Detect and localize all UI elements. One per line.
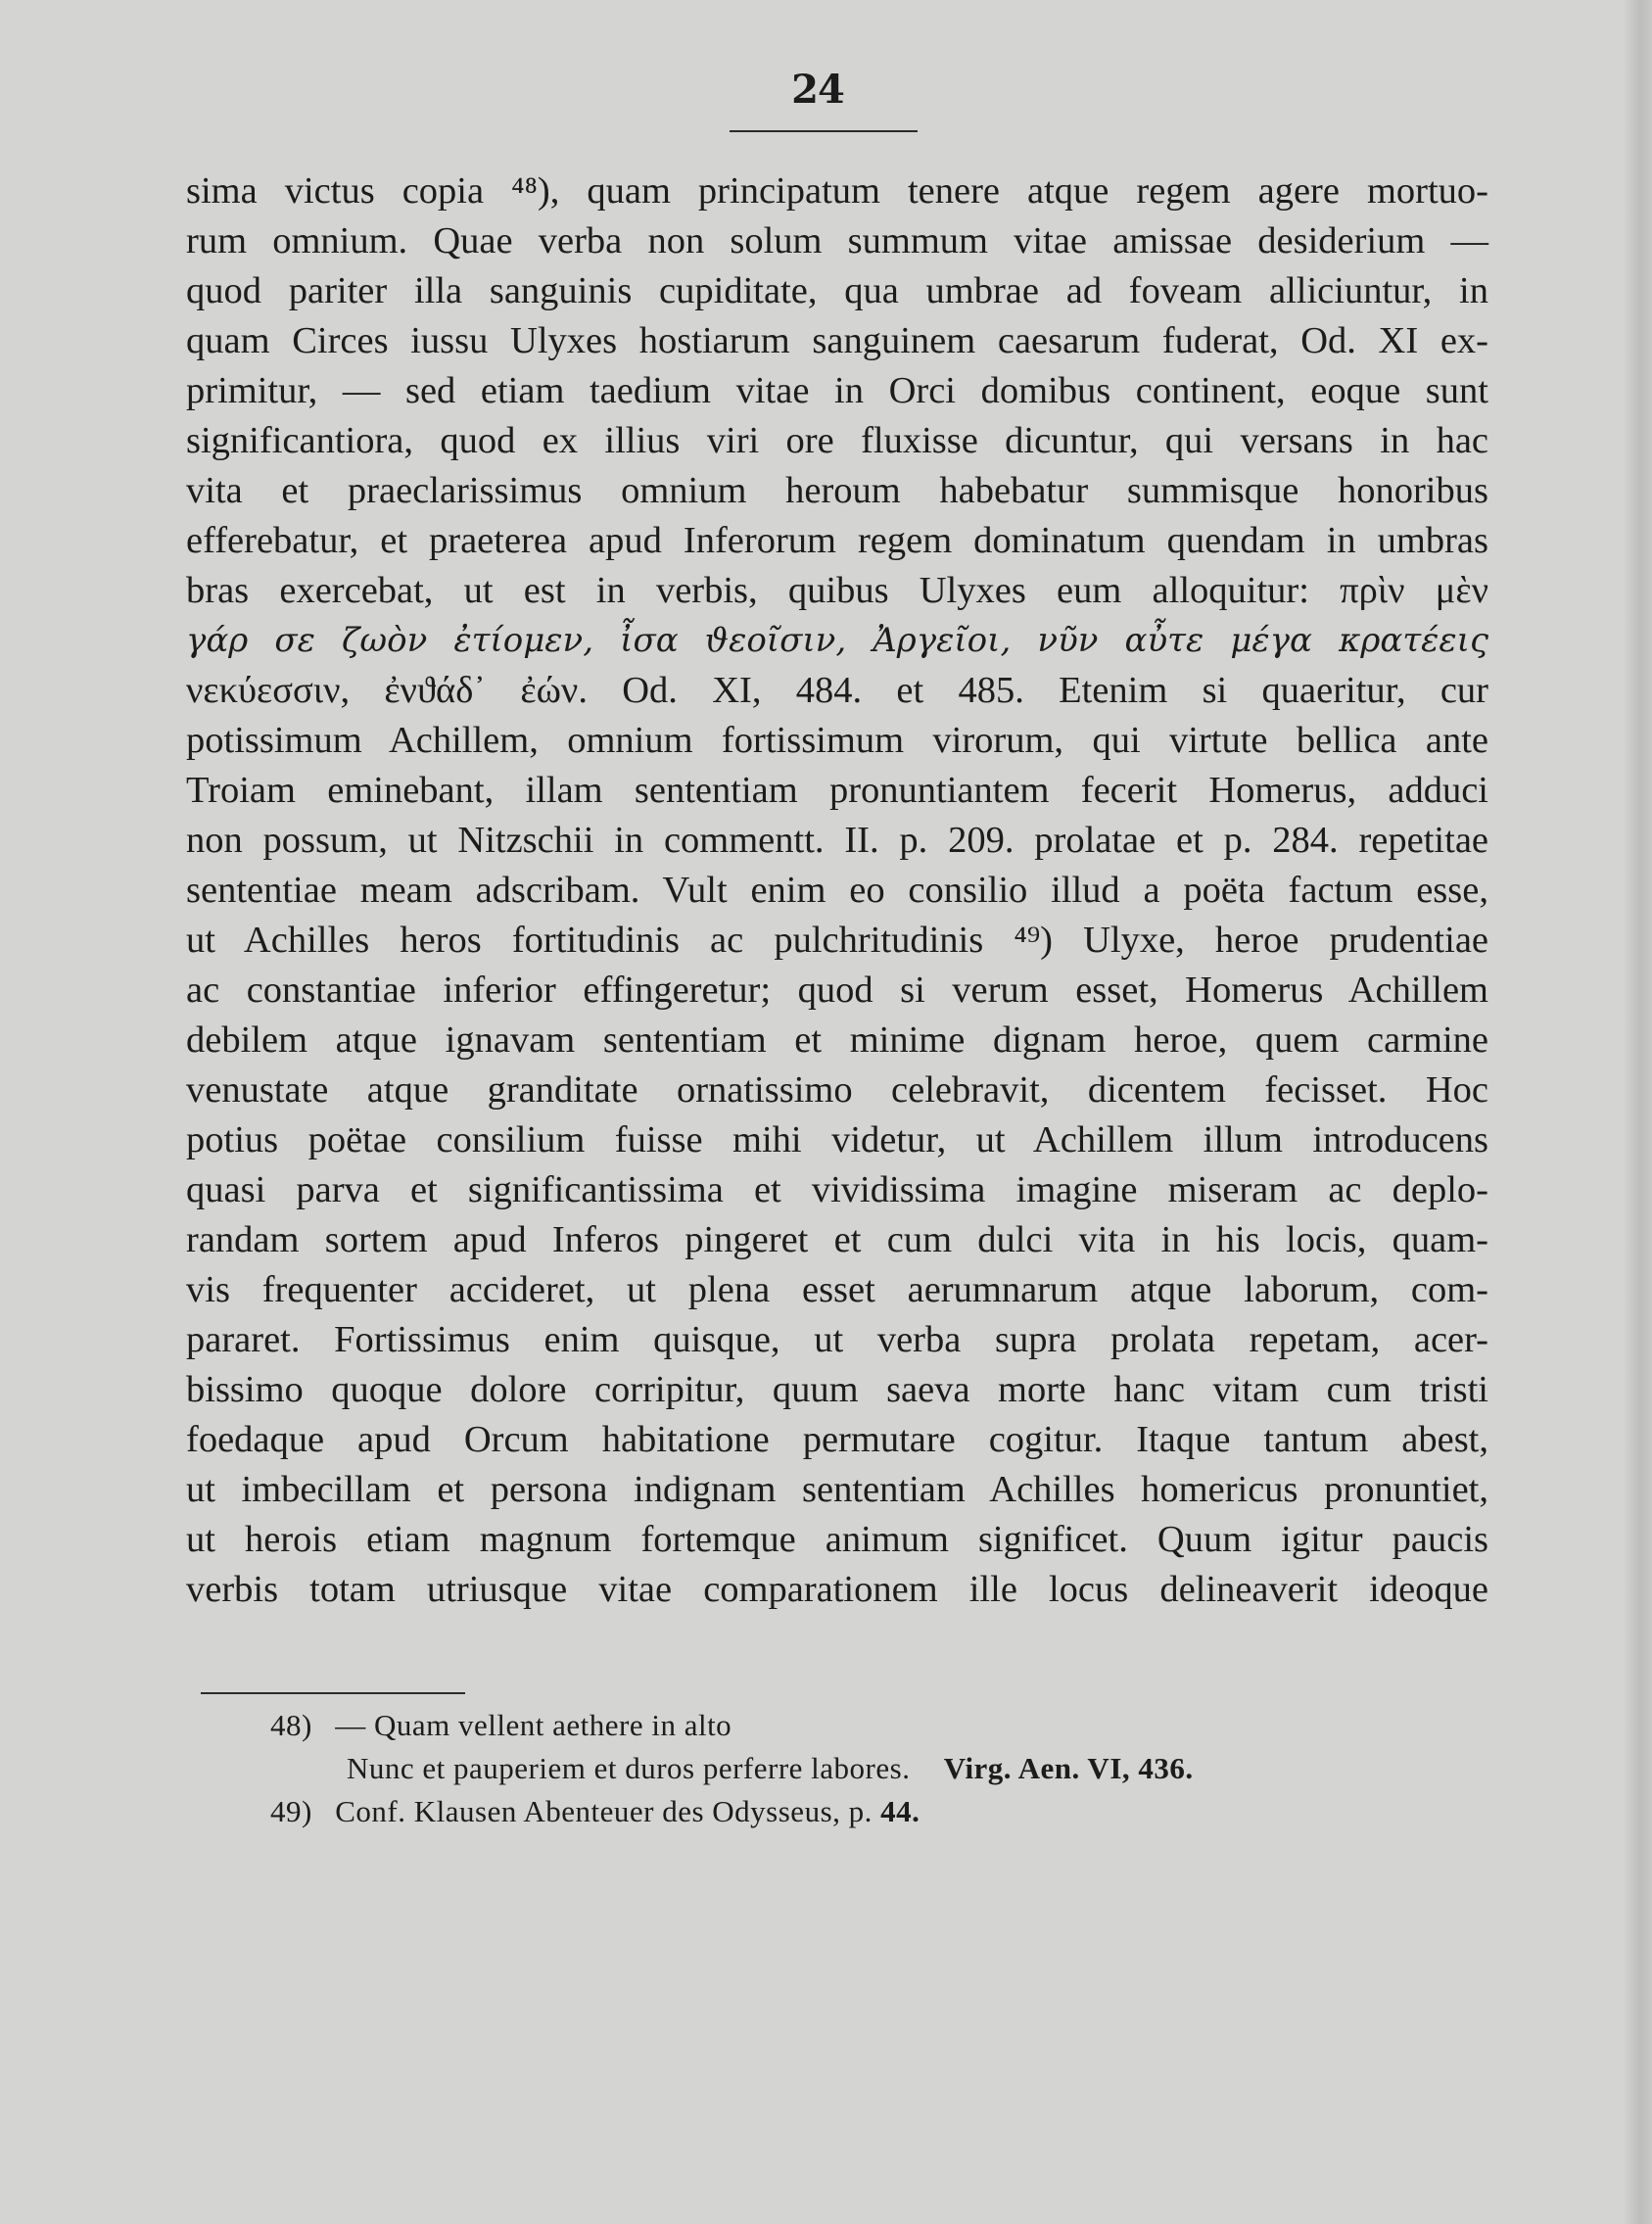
text-line: verbis totam utriusque vitae comparationem ille locus delineaverit ideoque [186,1569,1488,1610]
footnote-48-line1: — Quam vellent aethere in alto [335,1708,732,1742]
text-line: rum omnium. Quae verba non solum summum vitae amissae desiderium — [186,220,1488,261]
text-line-greek: γάρ σε ζωὸν ἐτίομεν, ἶσα ϑεοῖσιν, Ἀργεῖοι, νῦν αὖτε μέγα κρατέεις [186,621,1488,660]
text-line: significantiora, quod ex illius viri ore fluxisse dicuntur, qui versans in hac [186,420,1488,461]
text-line: ut Achilles heros fortitudinis ac pulchritudinis ⁴⁹) Ulyxe, heroe prudentiae [186,920,1488,961]
text-line: Troiam eminebant, illam sententiam pronuntiantem fecerit Homerus, adduci [186,770,1488,811]
footnote-48-continuation [347,1749,1194,1788]
text-line: sima victus copia ⁴⁸), quam principatum tenere atque regem agere mortuo- [186,170,1488,212]
text-line: primitur, — sed etiam taedium vitae in Orci domibus continent, eoque sunt [186,370,1488,411]
text-line: pararet. Fortissimus enim quisque, ut verba supra prolata repetam, acer- [186,1319,1488,1360]
footnote-48 [270,1706,732,1745]
text-line: sententiae meam adscribam. Vult enim eo consilio illud a poëta factum esse, [186,870,1488,911]
footnote-49-text: Conf. Klausen Abenteuer des Odysseus, p. [335,1794,873,1828]
footnote-49-ref: 49) [270,1794,312,1828]
footnote-49 [270,1792,920,1831]
footnote-48-ref: 48) [270,1708,312,1742]
footnote-48-source: Virg. Aen. VI, 436. [943,1751,1194,1785]
footnote-49-page: 44. [880,1794,920,1828]
text-line: foedaque apud Orcum habitatione permutare cogitur. Itaque tantum abest, [186,1419,1488,1460]
text-line: potissimum Achillem, omnium fortissimum virorum, qui virtute bellica ante [186,720,1488,761]
text-line: quam Circes iussu Ulyxes hostiarum sanguinem caesarum fuderat, Od. XI ex- [186,320,1488,361]
text-line: bras exercebat, ut est in verbis, quibus Ulyxes eum alloquitur: πρὶν μὲν [186,570,1488,611]
text-line: ut herois etiam magnum fortemque animum significet. Quum igitur paucis [186,1519,1488,1560]
text-line: ut imbecillam et persona indignam sententiam Achilles homericus pronuntiet, [186,1469,1488,1510]
footnote-48-line2: Nunc et pauperiem et duros perferre labores. [347,1751,911,1785]
text-line: debilem atque ignavam sententiam et minime dignam heroe, quem carmine [186,1019,1488,1061]
text-line: non possum, ut Nitzschii in commentt. II. p. 209. prolatae et p. 284. repetitae [186,820,1488,861]
page-number: 24 [791,67,844,113]
page-edge-shadow [1623,0,1652,2224]
text-line: venustate atque granditate ornatissimo celebravit, dicentem fecisset. Hoc [186,1069,1488,1111]
text-line: efferebatur, et praeterea apud Inferorum regem dominatum quendam in umbras [186,520,1488,561]
footnote-rule [201,1692,465,1694]
text-line: νεκύεσσιν, ἐνϑάδ᾽ ἐών. Od. XI, 484. et 485. Etenim si quaeritur, cur [186,670,1488,711]
text-line: vita et praeclarissimus omnium heroum habebatur summisque honoribus [186,470,1488,511]
text-line: randam sortem apud Inferos pingeret et cum dulci vita in his locis, quam- [186,1219,1488,1260]
header-rule [730,130,918,132]
text-line: quasi parva et significantissima et vividissima imagine miseram ac deplo- [186,1169,1488,1210]
text-line: potius poëtae consilium fuisse mihi videtur, ut Achillem illum introducens [186,1119,1488,1160]
text-line: ac constantiae inferior effingeretur; quod si verum esset, Homerus Achillem [186,970,1488,1011]
text-line: bissimo quoque dolore corripitur, quum saeva morte hanc vitam cum tristi [186,1369,1488,1410]
text-line: vis frequenter accideret, ut plena esset aerumnarum atque laborum, com- [186,1269,1488,1310]
text-line: quod pariter illa sanguinis cupiditate, qua umbrae ad foveam alliciuntur, in [186,270,1488,311]
